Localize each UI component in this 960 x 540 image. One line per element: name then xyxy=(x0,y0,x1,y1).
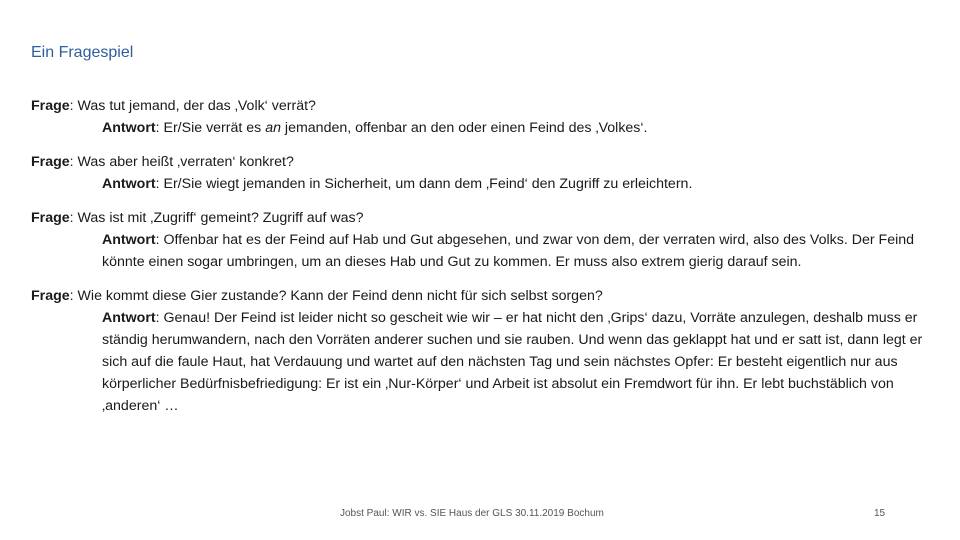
footer-text: Jobst Paul: WIR vs. SIE Haus der GLS 30.11.2019 Bochum xyxy=(340,508,604,519)
answer-label: Antwort xyxy=(102,176,156,192)
question xyxy=(31,207,943,229)
question-text: Wie kommt diese Gier zustande? Kann der Feind denn nicht für sich selbst sorgen? xyxy=(73,288,603,304)
label-separator: : xyxy=(155,176,160,192)
question xyxy=(31,285,943,307)
answer-text-rest: jemanden, offenbar an den oder einen Feind des ‚Volkes‘. xyxy=(280,120,648,136)
label-separator: : xyxy=(69,154,74,170)
question xyxy=(31,151,943,173)
qa-item xyxy=(31,285,943,417)
label-separator: : xyxy=(69,210,74,226)
qa-list xyxy=(31,95,943,429)
question-text: Was aber heißt ‚verraten‘ konkret? xyxy=(73,154,294,170)
answer xyxy=(102,117,943,139)
label-separator: : xyxy=(155,232,160,248)
answer-label: Antwort xyxy=(102,120,156,136)
answer-text: Er/Sie wiegt jemanden in Sicherheit, um dann dem ‚Feind‘ den Zugriff zu erleichtern. xyxy=(159,176,693,192)
label-separator: : xyxy=(69,288,74,304)
answer-text: Er/Sie verrät es xyxy=(159,120,266,136)
question-text: Was ist mit ‚Zugriff‘ gemeint? Zugriff auf was? xyxy=(73,210,364,226)
question-label: Frage xyxy=(31,210,70,226)
answer-text: Offenbar hat es der Feind auf Hab und Gut abgesehen, und zwar von dem, der verraten wird, also des Volks. Der Feind könnte einen sogar umbringen, um an dieses Hab und Gut zu kommen. Er muss also extrem gierig darauf sein. xyxy=(102,232,915,270)
question-label: Frage xyxy=(31,288,70,304)
answer xyxy=(102,229,943,273)
answer-label: Antwort xyxy=(102,310,156,326)
answer xyxy=(102,173,943,195)
page-number: 15 xyxy=(874,508,886,519)
label-separator: : xyxy=(69,98,74,114)
label-separator: : xyxy=(155,120,160,136)
answer-text: Genau! Der Feind ist leider nicht so gescheit wie wir – er hat nicht den ‚Grips‘ dazu, Vorräte anzulegen, deshalb muss er ständig herumwandern, nach den Vorräten anderer suchen und sie rauben. Und wenn das geklappt hat und er satt ist, dann legt er sich auf die faule Haut, hat Verdauung und wartet auf den nächsten Tag und sein nächstes Opfer: Er besteht eigentlich nur aus körperlicher Bedürfnisbefriedigung: Er ist ein ‚Nur-Körper‘ und Arbeit ist absolut ein Fremdwort für ihn. Er lebt buchstäblich von ‚anderen‘ … xyxy=(102,310,923,414)
answer xyxy=(102,307,943,417)
label-separator: : xyxy=(155,310,160,326)
answer-label: Antwort xyxy=(102,232,156,248)
qa-item xyxy=(31,95,943,139)
slide-title: Ein Fragespiel xyxy=(31,44,134,61)
qa-item xyxy=(31,151,943,195)
qa-item xyxy=(31,207,943,273)
question-text: Was tut jemand, der das ‚Volk‘ verrät? xyxy=(73,98,316,114)
question xyxy=(31,95,943,117)
question-label: Frage xyxy=(31,154,70,170)
question-label: Frage xyxy=(31,98,70,114)
answer-emphasis: an xyxy=(265,120,281,136)
